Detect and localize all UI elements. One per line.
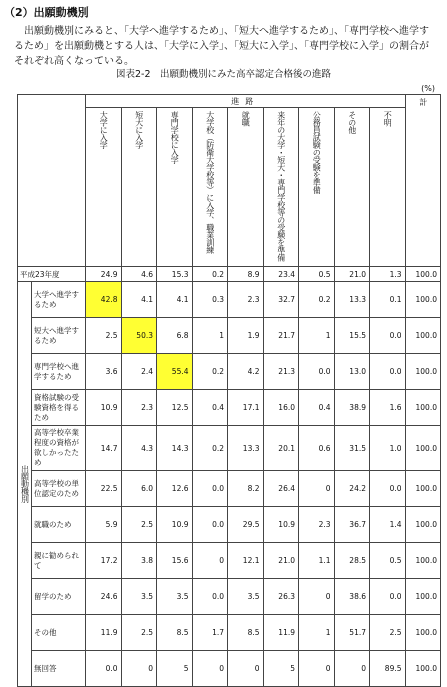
table-cell: 2.5: [121, 615, 157, 651]
row-label: 無回答: [32, 651, 86, 687]
table-cell: 24.9: [86, 267, 122, 282]
table-corner: [18, 95, 86, 267]
table-cell: 15.5: [334, 318, 370, 354]
table-cell: 89.5: [370, 651, 406, 687]
table-cell: 2.3: [299, 507, 335, 543]
table-cell: 12.1: [228, 543, 264, 579]
row-label: その他: [32, 615, 86, 651]
table-cell: 100.0: [405, 615, 441, 651]
table-cell: 0: [121, 651, 157, 687]
table-row: [18, 426, 441, 471]
column-header: [192, 108, 228, 267]
table-cell: 1.4: [370, 507, 406, 543]
column-header: [263, 108, 299, 267]
table-cell: 21.0: [263, 543, 299, 579]
column-header-label: 公務員試験の受験を準備: [312, 111, 322, 194]
table-cell: 0.2: [192, 426, 228, 471]
table-cell: 20.1: [263, 426, 299, 471]
table-row: [18, 318, 441, 354]
table-cell: 51.7: [334, 615, 370, 651]
table-cell: 23.4: [263, 267, 299, 282]
table-cell: 26.3: [263, 579, 299, 615]
table-cell: 0.4: [299, 390, 335, 426]
table-cell: 8.5: [157, 615, 193, 651]
column-header-label: 不明: [383, 111, 393, 126]
table-cell: 22.5: [86, 471, 122, 507]
column-header-label: 大学に入学: [99, 111, 109, 149]
table-cell: 13.0: [334, 354, 370, 390]
table-cell: 1.6: [370, 390, 406, 426]
table-row: [18, 543, 441, 579]
table-cell: 0.3: [192, 282, 228, 318]
table-cell: 0.0: [192, 579, 228, 615]
figure-title: 図表2-2 出願動機別にみた高卒認定合格後の進路: [115, 69, 332, 80]
table-cell: 1: [192, 318, 228, 354]
table-cell: 4.1: [157, 282, 193, 318]
table-cell: 1.7: [192, 615, 228, 651]
path-header: 進路: [86, 95, 406, 108]
table-cell: 16.0: [263, 390, 299, 426]
table-cell: 3.6: [86, 354, 122, 390]
table-cell: 100.0: [405, 390, 441, 426]
table-cell: 4.1: [121, 282, 157, 318]
table-cell: 4.6: [121, 267, 157, 282]
highlighted-cell: 50.3: [121, 318, 157, 354]
table-cell: 29.5: [228, 507, 264, 543]
table-cell: 1.0: [370, 426, 406, 471]
table-cell: 100.0: [405, 354, 441, 390]
column-header-label: 大学校（防衛大学校等）に入学、職業訓練: [205, 111, 215, 254]
table-cell: 2.5: [121, 507, 157, 543]
table-cell: 0.0: [370, 471, 406, 507]
table-cell: 0.4: [192, 390, 228, 426]
table-cell: 0: [299, 651, 335, 687]
table-cell: 5: [157, 651, 193, 687]
table-cell: 0.6: [299, 426, 335, 471]
table-row: [18, 579, 441, 615]
unit-label: (%): [421, 84, 435, 93]
table-cell: 0.0: [192, 471, 228, 507]
table-row: [18, 651, 441, 687]
column-header: [121, 108, 157, 267]
table-cell: 1: [299, 615, 335, 651]
table-cell: 6.8: [157, 318, 193, 354]
table-cell: 21.3: [263, 354, 299, 390]
row-label: 高等学校の単位認定のため: [32, 471, 86, 507]
column-header-label: 来年の大学・短大・専門学校等の受験を準備: [276, 111, 286, 261]
table-cell: 3.5: [121, 579, 157, 615]
table-cell: 21.0: [334, 267, 370, 282]
table-cell: 12.6: [157, 471, 193, 507]
table-cell: 2.5: [370, 615, 406, 651]
table-row: [18, 390, 441, 426]
table-cell: 100.0: [405, 507, 441, 543]
group-label: 出願動機別: [20, 465, 30, 503]
table-cell: 100.0: [405, 543, 441, 579]
table-cell: 100.0: [405, 579, 441, 615]
table-cell: 0.2: [192, 267, 228, 282]
table-cell: 4.2: [228, 354, 264, 390]
table-cell: 10.9: [86, 390, 122, 426]
table-cell: 2.4: [121, 354, 157, 390]
table-cell: 8.9: [228, 267, 264, 282]
column-header-label: 専門学校に入学: [170, 111, 180, 164]
table-cell: 3.5: [228, 579, 264, 615]
row-label: 資格試験の受験資格を得るため: [32, 390, 86, 426]
table-cell: 0: [228, 651, 264, 687]
table-cell: 15.6: [157, 543, 193, 579]
table-row: [18, 282, 441, 318]
column-header: [157, 108, 193, 267]
table-cell: 0.0: [86, 651, 122, 687]
table-cell: 13.3: [334, 282, 370, 318]
table-cell: 0: [192, 543, 228, 579]
table-cell: 12.5: [157, 390, 193, 426]
table-cell: 10.9: [263, 507, 299, 543]
column-header: [334, 108, 370, 267]
row-label: 親に勧められて: [32, 543, 86, 579]
table-cell: 26.4: [263, 471, 299, 507]
table-cell: 0.2: [192, 354, 228, 390]
total-row-label: 平成23年度: [18, 267, 86, 282]
column-header-total: [405, 95, 441, 267]
column-header-label: 就職: [241, 111, 251, 126]
table-cell: 32.7: [263, 282, 299, 318]
table-cell: 17.1: [228, 390, 264, 426]
table-cell: 17.2: [86, 543, 122, 579]
table-cell: 15.3: [157, 267, 193, 282]
table-cell: 24.2: [334, 471, 370, 507]
table-cell: 38.9: [334, 390, 370, 426]
table-cell: 0.0: [370, 579, 406, 615]
table-cell: 14.3: [157, 426, 193, 471]
table-cell: 2.3: [228, 282, 264, 318]
table-cell: 0: [334, 651, 370, 687]
table-cell: 0.2: [299, 282, 335, 318]
column-header-label: 計: [418, 98, 428, 106]
table-cell: 0.1: [370, 282, 406, 318]
table-cell: 14.7: [86, 426, 122, 471]
table-cell: 0.0: [370, 318, 406, 354]
table-cell: 0: [192, 651, 228, 687]
highlighted-cell: 42.8: [86, 282, 122, 318]
column-header-label: 短大に入学: [134, 111, 144, 149]
row-label: 短大へ進学するため: [32, 318, 86, 354]
column-header-label: その他: [347, 111, 357, 134]
table-cell: 1.1: [299, 543, 335, 579]
row-label: 就職のため: [32, 507, 86, 543]
table-row: [18, 471, 441, 507]
row-label: 専門学校へ進学するため: [32, 354, 86, 390]
table-row: [18, 354, 441, 390]
row-label: 大学へ進学するため: [32, 282, 86, 318]
section-title: （2）出願動機別: [4, 6, 89, 19]
table-cell: 5: [263, 651, 299, 687]
table-cell: 10.9: [157, 507, 193, 543]
table-cell: 8.2: [228, 471, 264, 507]
table-cell: 1: [299, 318, 335, 354]
column-header: [228, 108, 264, 267]
column-header: [299, 108, 335, 267]
table-cell: 6.0: [121, 471, 157, 507]
table-cell: 0: [299, 471, 335, 507]
table-cell: 100.0: [405, 282, 441, 318]
table-cell: 100.0: [405, 426, 441, 471]
table-row: [18, 507, 441, 543]
intro-paragraph: 出願動機別にみると、「大学へ進学するため」、「短大へ進学するため」、「専門学校へ進学するため」を出願動機とする人は、「大学に入学」、「短大に入学」、「専門学校に入学」の割合がそれぞれ高くなっている。: [14, 26, 429, 67]
table-cell: 38.6: [334, 579, 370, 615]
table-cell: 31.5: [334, 426, 370, 471]
table-cell: 4.3: [121, 426, 157, 471]
table-cell: 24.6: [86, 579, 122, 615]
data-table: [17, 94, 441, 687]
highlighted-cell: 55.4: [157, 354, 193, 390]
table-cell: 0.0: [370, 354, 406, 390]
table-cell: 28.5: [334, 543, 370, 579]
table-cell: 2.3: [121, 390, 157, 426]
table-cell: 100.0: [405, 651, 441, 687]
table-cell: 100.0: [405, 267, 441, 282]
table-cell: 1.3: [370, 267, 406, 282]
row-label: 高等学校卒業程度の資格が欲しかったため: [32, 426, 86, 471]
table-cell: 11.9: [86, 615, 122, 651]
table-cell: 36.7: [334, 507, 370, 543]
table-cell: 1.9: [228, 318, 264, 354]
table-cell: 0.5: [299, 267, 335, 282]
row-label: 留学のため: [32, 579, 86, 615]
table-cell: 0: [299, 579, 335, 615]
table-cell: 13.3: [228, 426, 264, 471]
column-header: [86, 108, 122, 267]
table-cell: 3.8: [121, 543, 157, 579]
table-cell: 0.0: [192, 507, 228, 543]
table-cell: 0.5: [370, 543, 406, 579]
table-row-total: [18, 267, 441, 282]
table-cell: 5.9: [86, 507, 122, 543]
group-label-cell: [18, 282, 32, 687]
table-cell: 100.0: [405, 318, 441, 354]
table-cell: 3.5: [157, 579, 193, 615]
table-cell: 21.7: [263, 318, 299, 354]
table-cell: 2.5: [86, 318, 122, 354]
table-cell: 0.0: [299, 354, 335, 390]
table-cell: 100.0: [405, 471, 441, 507]
table-cell: 11.9: [263, 615, 299, 651]
column-header: [370, 108, 406, 267]
table-cell: 8.5: [228, 615, 264, 651]
